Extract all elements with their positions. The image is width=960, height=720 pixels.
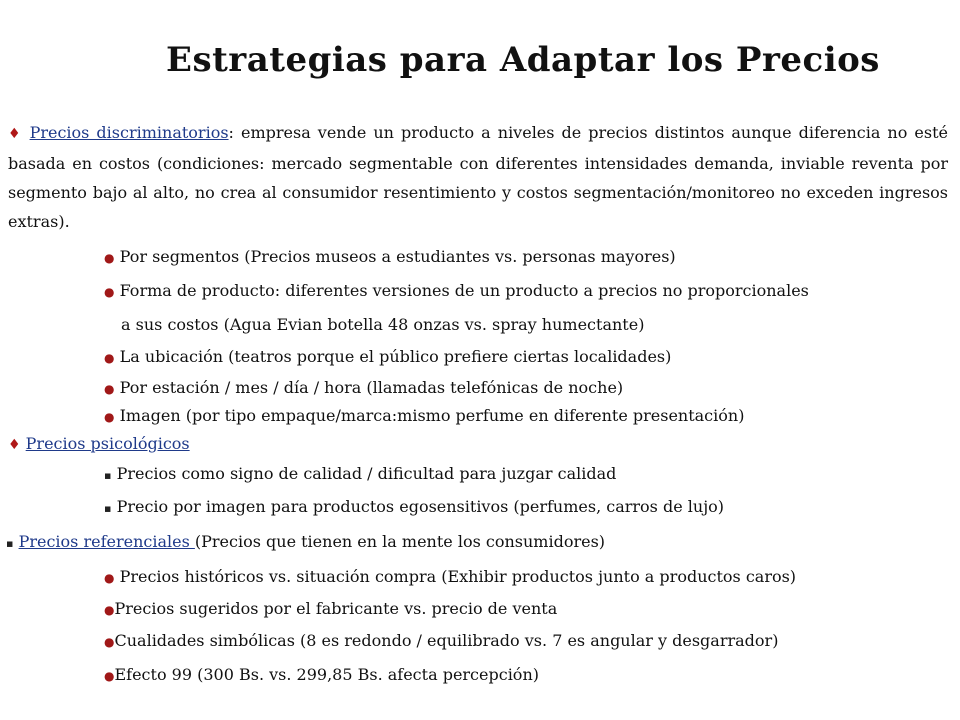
list-item-text: Efecto 99 (300 Bs. vs. 299,85 Bs. afecta percepción) (114, 665, 539, 684)
list-item-text: Precios como signo de calidad / dificultad para juzgar calidad (116, 464, 617, 483)
list-item-text: Precios históricos vs. situación compra (Exhibir productos junto a productos caros) (119, 567, 797, 586)
list-item-text: Forma de producto: diferentes versiones de un producto a precios no proporcionales (119, 281, 809, 300)
list-item (104, 497, 724, 519)
dot-bullet-icon: ● (104, 635, 115, 649)
referenciales-heading (6, 532, 605, 554)
list-item-text: Precios sugeridos por el fabricante vs. precio de venta (114, 599, 558, 618)
list-item (104, 599, 557, 620)
list-item (104, 378, 623, 399)
list-item-text: La ubicación (teatros porque el público prefiere ciertas localidades) (119, 347, 672, 366)
square-bullet-icon: ▪ (104, 469, 112, 482)
list-item-text: Por estación / mes / día / hora (llamadas telefónicas de noche) (119, 378, 624, 397)
intro-text: : empresa vende un producto a niveles de precios distintos aunque diferencia no esté basada en costos (condiciones: mercado segmentable con diferentes intensidades demanda, inviable reventa por segmento bajo al alto, no crea al consumidor resentimiento y costos segmentación/monitoreo no exceden ingresos extras). (8, 123, 948, 231)
diamond-bullet-icon: ♦ (8, 437, 21, 453)
dot-bullet-icon: ● (104, 351, 115, 365)
square-bullet-icon: ▪ (104, 502, 112, 515)
list-item (104, 281, 809, 302)
list-item (104, 406, 744, 427)
dot-bullet-icon: ● (104, 382, 115, 396)
diamond-bullet-icon: ♦ (8, 126, 23, 142)
intro-paragraph (8, 118, 948, 236)
list-item (104, 567, 796, 588)
list-item-text: Cualidades simbólicas (8 es redondo / equilibrado vs. 7 es angular y desgarrador) (114, 631, 779, 650)
dot-bullet-icon: ● (104, 285, 115, 299)
list-item (104, 464, 616, 486)
list-item (104, 247, 676, 268)
dot-bullet-icon: ● (104, 669, 115, 683)
dot-bullet-icon: ● (104, 410, 115, 424)
list-item (104, 347, 671, 368)
list-item (104, 631, 778, 652)
referenciales-text: (Precios que tienen en la mente los consumidores) (194, 532, 606, 551)
square-bullet-icon: ▪ (6, 537, 14, 550)
list-item-text: Por segmentos (Precios museos a estudiantes vs. personas mayores) (119, 247, 676, 266)
list-item-continuation: a sus costos (Agua Evian botella 48 onzas vs. spray humectante) (121, 315, 645, 334)
list-item (104, 665, 539, 686)
slide-title: Estrategias para Adaptar los Precios (166, 40, 880, 80)
list-item-text: Precio por imagen para productos egosensitivos (perfumes, carros de lujo) (116, 497, 725, 516)
list-item-text: Imagen (por tipo empaque/marca:mismo perfume en diferente presentación) (119, 406, 745, 425)
precios-discriminatorios-link[interactable]: Precios discriminatorios (29, 123, 229, 142)
dot-bullet-icon: ● (104, 571, 115, 585)
psicologicos-heading (8, 434, 190, 455)
precios-referenciales-link[interactable]: Precios referenciales (18, 532, 195, 551)
precios-psicologicos-link[interactable]: Precios psicológicos (25, 434, 190, 453)
dot-bullet-icon: ● (104, 603, 115, 617)
dot-bullet-icon: ● (104, 251, 115, 265)
